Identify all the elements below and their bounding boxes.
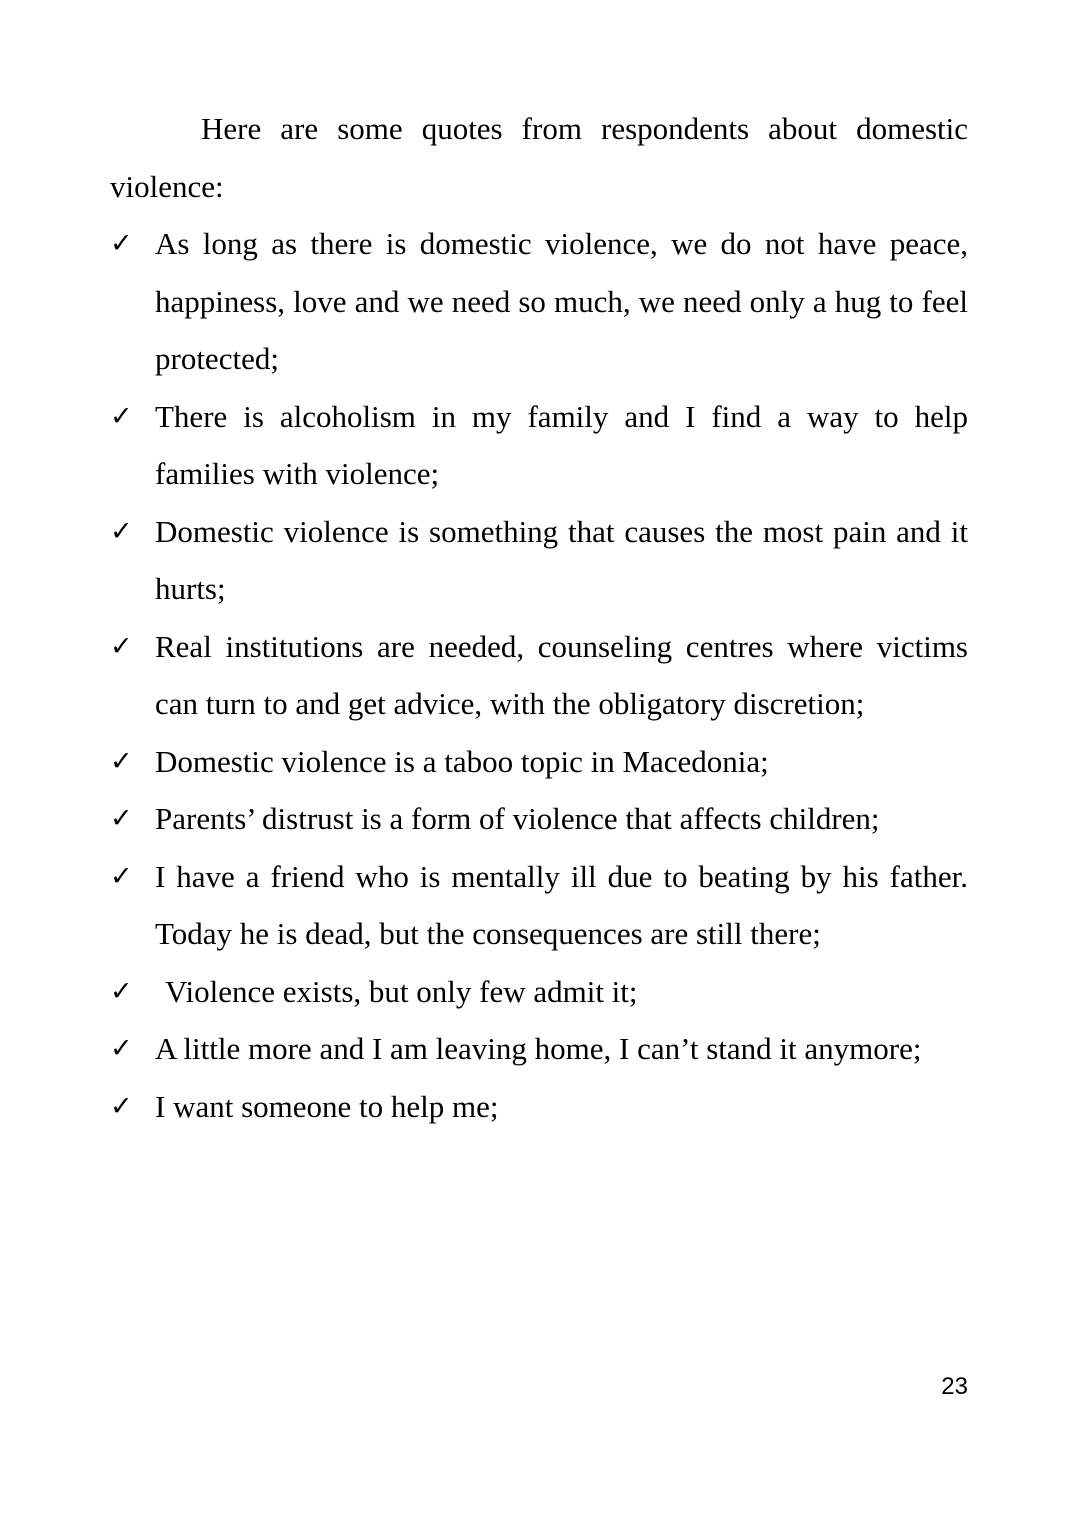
quote-text: As long as there is domestic violence, we do not have peace, happiness, love and we need so much, we need only a hug to feel protected; — [155, 226, 968, 376]
checkmark-icon: ✓ — [110, 803, 133, 834]
quote-item — [110, 1020, 968, 1078]
quote-text: Domestic violence is a taboo topic in Macedonia; — [155, 743, 769, 779]
quote-list — [110, 215, 968, 1135]
quote-item — [110, 1078, 968, 1136]
checkmark-icon: ✓ — [110, 630, 133, 662]
checkmark-icon: ✓ — [110, 745, 133, 777]
quote-text: A little more and I am leaving home, I can’t stand it anymore; — [155, 1031, 922, 1066]
checkmark-icon: ✓ — [110, 1033, 133, 1064]
checkmark-icon: ✓ — [110, 515, 133, 547]
page-number: 23 — [941, 1373, 968, 1400]
quote-text: There is alcoholism in my family and I find a way to help families with violence; — [155, 398, 968, 491]
checkmark-icon: ✓ — [110, 975, 133, 1007]
quote-item — [110, 963, 968, 1021]
quote-item — [110, 388, 968, 503]
quote-item — [110, 733, 968, 791]
checkmark-icon: ✓ — [110, 1090, 133, 1122]
quote-text: Real institutions are needed, counseling centres where victims can turn to and get advice, with the obligatory discretion; — [155, 628, 968, 721]
checkmark-icon: ✓ — [110, 400, 133, 432]
quote-text: I want someone to help me; — [155, 1088, 499, 1124]
quote-item — [110, 790, 968, 848]
quote-text: Parents’ distrust is a form of violence that affects children; — [155, 801, 880, 836]
quote-item — [110, 848, 968, 963]
checkmark-icon: ✓ — [110, 228, 133, 259]
intro-paragraph: Here are some quotes from respondents about domestic violence: — [110, 111, 968, 204]
page-body — [110, 100, 968, 1135]
quote-text: Domestic violence is something that causes the most pain and it hurts; — [155, 513, 968, 606]
checkmark-icon: ✓ — [110, 860, 133, 892]
quote-item — [110, 215, 968, 388]
quote-item — [110, 503, 968, 618]
quote-text: Violence exists, but only few admit it; — [165, 973, 638, 1009]
quote-item — [110, 618, 968, 733]
quote-text: I have a friend who is mentally ill due to beating by his father. Today he is dead, but the consequences are still there; — [155, 858, 968, 951]
